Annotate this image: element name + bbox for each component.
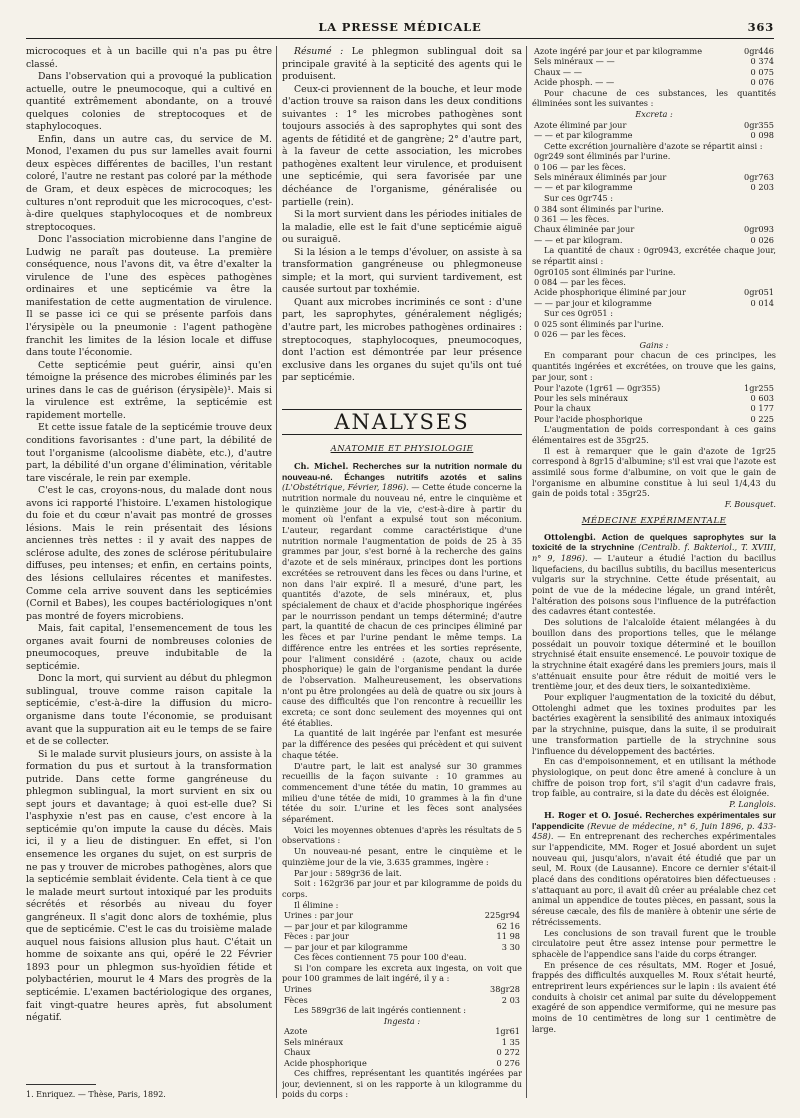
- table-row: [532, 67, 776, 77]
- table-cell: 0 272: [496, 1047, 520, 1058]
- table-row: [532, 224, 776, 234]
- subsection-heading: MÉDECINE EXPÉRIMENTALE: [581, 515, 727, 526]
- paragraph: Il est à remarquer que le gain d'azote de 1gr25 correspond à 8gr15 d'albumine; s'il est vrai que l'azote est assimilé sous forme d'albumine, on voit que le gain de l'organisme en albumine constitue à lui seul 1/4,43 du gain de poids total : 35gr25.: [532, 445, 776, 499]
- paragraph: Si le malade survit plusieurs jours, on assiste à la formation du pus et surtout à la transformation putride. Dans cette forme gangréneuse du phlegmon sublingual, la mort survient en six ou sept jours et davantage; à quoi est-elle due? Si l'asphyxie n'est pas en cause, c'est encore à la septicémie qu'on impute la cause du décès. Mais ici, il y a lieu de distinguer. En effet, si l'on ensemence les organes du sujet, on est surpris de ne pas y trouver de microbes pathogènes, alors que la septicémie semblait évidente. Cela tient à ce que le malade meurt surtout intoxiqué par les produits sécrétés et résorbés au niveau du foyer gangréneux. Il s'agit donc alors de toxhémie, plus que de septicémie. C'est le cas du troisième malade auquel nous faisions allusion plus haut. C'était un homme de soixante ans qui, opéré le 22 Février 1893 pour un phlegmon sus-hyoïdien fétide et polybactérien, mourut le 4 Mars des progrès de la septicémie. L'examen bactériologique des organes, fait vingt-quatre heures après, fut absolument négatif.: [26, 748, 272, 1024]
- column-right: [532, 46, 776, 1101]
- review-title: Recherches expérimentales sur l'appendicite: [532, 809, 776, 831]
- paragraph: Ces chiffres, représentant les quantités ingérées par jour, deviennent, si on les rapporte à un kilogramme du poids du corps :: [282, 1067, 522, 1100]
- paragraph: Enfin, dans un autre cas, du service de M. Monod, l'examen du pus sur lamelles avait fourni deux espèces différentes de bacilles, l'un restant coloré, l'autre ne restant pas coloré par la méthode de Gram, et deux espèces de microcoques; les cultures n'ont reproduit que les microcoques, c'est-à-dire quelques staphylocoques et de nombreux streptocoques.: [26, 133, 272, 233]
- paragraph: Quant aux microbes incriminés ce sont : d'une part, les saprophytes, généralement négligés; d'autre part, les microbes pathogènes ordinaires : streptocoques, staphylocoques, pneumocoques, dont l'action est démontrée par leur présence exclusive dans les organes du sujet qu'ils ont tué par septicémie.: [282, 296, 522, 384]
- paragraph: C'est le cas, croyons-nous, du malade dont nous avons ici rapporté l'histoire. L'examen histologique du foie et du cœur n'avait pas montré de grosses lésions. Mais le rein présentait des lésions anciennes très nettes : il y avait des nappes de sclérose adulte, des zones de sclérose péritubulaire diffuses, peu intenses; et enfin, en certains points, des lésions cellulaires récentes et manifestes. Comme cela arrive souvent dans les septicémies (Cornil et Babes), les coupes bactériologiques n'ont pas montré de foyers microbiens.: [26, 485, 272, 622]
- page-number: 363: [747, 20, 774, 34]
- paragraph: Un nouveau-né pesant, entre le cinquième et le quinzième jour de la vie, 3.635 grammes, ingère :: [282, 846, 522, 867]
- paragraph: Pour chacune de ces substances, les quantités éliminées sont les suivantes :: [532, 87, 776, 109]
- table-cell: 0 225: [750, 413, 774, 424]
- gains-label: Gains :: [639, 339, 669, 350]
- table-row: [532, 287, 776, 297]
- table-cell: 0gr355: [744, 119, 774, 130]
- table-row: [532, 182, 776, 192]
- summary-text: Le phlegmon sublingual doit sa principale gravité à la septicité des agents qui le produisent.: [282, 46, 522, 83]
- summary-label: Résumé :: [294, 46, 344, 57]
- salts-table: [532, 172, 776, 193]
- review-entry: [532, 810, 776, 928]
- paragraph: Si la mort survient dans les périodes initiales de la maladie, elle est le fait d'une septicémie aiguë ou suraiguë.: [282, 209, 522, 246]
- table-cell: 0 026: [750, 234, 774, 245]
- table-cell: Acide phosph. — —: [534, 77, 615, 88]
- table-cell: — — par jour et kilogramme: [534, 297, 652, 308]
- table-cell: Chaux: [284, 1047, 311, 1058]
- table-cell: 0gr763: [744, 172, 774, 183]
- review-source: (L'Obstétrique, Février, 1896).: [282, 482, 409, 493]
- table-row: [532, 298, 776, 308]
- table-cell: — — et par kilogram.: [534, 234, 623, 245]
- table-row: [532, 414, 776, 424]
- azote-table: [532, 120, 776, 141]
- paragraph: Par jour : 589gr36 de lait.: [294, 867, 402, 878]
- table-cell: Acide phosphorique: [284, 1057, 367, 1068]
- table-cell: Pour les sels minéraux: [534, 392, 628, 403]
- table-row: [532, 46, 776, 56]
- table-row: [532, 162, 776, 172]
- table-cell: Pour l'azote (1gr61 — 0gr355): [534, 382, 661, 393]
- table-cell: 1gr255: [744, 382, 774, 393]
- table-row: [532, 329, 776, 339]
- table-cell: 0 098: [750, 130, 774, 141]
- table-cell: — — et par kilogramme: [534, 182, 633, 193]
- paragraph: Si l'on compare les excreta aux ingesta, on voit que pour 100 grammes de lait ingéré, il y a :: [282, 962, 522, 984]
- review-author: Ottolengbi.: [544, 531, 596, 542]
- lime-table: [532, 224, 776, 245]
- table-cell: 38gr28: [490, 984, 520, 995]
- table-row: [282, 1047, 522, 1057]
- table-cell: 0 076: [750, 77, 774, 88]
- review-source: (Revue de médecine, n° 6, Juin 1896, p. 433-458).: [532, 820, 776, 842]
- ingested-per-kg-table: [532, 46, 776, 88]
- phosphoric-split-table: [532, 319, 776, 340]
- table-cell: Urines : par jour: [284, 910, 354, 921]
- table-row: [532, 151, 776, 161]
- table-row: [282, 931, 522, 941]
- header-rule: [26, 38, 774, 39]
- table-cell: 0gr051: [744, 287, 774, 298]
- table-cell: Sels minéraux éliminés par jour: [534, 172, 667, 183]
- paragraph: Cette excrétion journalière d'azote se répartit ainsi :: [544, 140, 763, 151]
- table-row: [532, 267, 776, 277]
- table-cell: 0gr0105 sont éliminés par l'urine.: [534, 266, 676, 277]
- column-rule: [526, 46, 527, 1098]
- table-row: [532, 120, 776, 130]
- table-cell: Fèces : par jour: [284, 931, 349, 942]
- phosphoric-table: [532, 287, 776, 308]
- table-row: [282, 1026, 522, 1036]
- lime-split-table: [532, 267, 776, 288]
- paragraph: Donc l'association microbienne dans l'angine de Ludwig ne paraît pas douteuse. La première conséquence, nous l'avons dit, va être d'exalter la virulence de l'une des espèces pathogènes ordinaires et une septicémie va être la manifestation de cette augmentation de virulence. Il se passe ici ce qui se présente parfois dans l'érysipèle ou la pneumonie : l'agent pathogène franchit les limites de la lésion locale et diffuse dans toute l'économie.: [26, 234, 272, 359]
- paragraph: Ceux-ci proviennent de la bouche, et leur mode d'action trouve sa raison dans les deux conditions suivantes : 1° les microbes pathogènes sont toujours associés à des saprophytes qui sont des agents de fétidité et de gangrène; 2° d'autre part, à la faveur de cette association, les microbes pathogènes exaltent leur virulence, et produisent une septicémie, qui sera favorisée par une déchéance de l'organisme, généralisée ou partielle (rein).: [282, 83, 522, 208]
- paragraph: Voici les moyennes obtenues d'après les résultats de 5 observations :: [282, 824, 522, 846]
- table-row: [282, 1058, 522, 1068]
- table-cell: 0 361 — les fèces.: [534, 213, 610, 224]
- table-row: [282, 942, 522, 952]
- review-author: Ch. Michel.: [294, 460, 349, 471]
- paragraph: Des solutions de l'alcaloïde étaient mélangées à du bouillon dans des proportions telles, que le mélange possédait un pouvoir toxique déterminé et le bouillon strychnisé était ensuite ensemencé. Le pouvoir toxique de la strychnine était exagéré dans les premiers jours, mais il s'atténuait ensuite pour être réduit de moitié vers le trentième jour, et des deux tiers, le soixantedixième.: [532, 617, 776, 692]
- table-row: [532, 235, 776, 245]
- paragraph: La quantité de chaux : 0gr0943, excrétée chaque jour, se répartit ainsi :: [532, 245, 776, 266]
- signature: F. Bousquet.: [724, 499, 776, 510]
- table-cell: 0gr446: [744, 46, 774, 56]
- paragraph: Dans l'observation qui a provoqué la publication actuelle, outre le pneumocoque, qui a cultivé en quantité extrêmement abondante, on a trouvé quelques colonies de streptocoques et de staphylocoques.: [26, 71, 272, 133]
- table-row: [532, 214, 776, 224]
- review-body: — L'auteur a étudié l'action du bacillus liquefaciens, du bacillus subtilis, du bacillus mesentericus vulgaris sur la strychnine. Cette étude présentait, au point de vue de la médecine légale, un grand intérêt, l'altération des poisons sous l'influence de la putréfaction des cadavres étant contestée.: [532, 552, 776, 617]
- column-middle: [282, 46, 522, 1101]
- subsection-heading: ANATOMIE ET PHYSIOLOGIE: [330, 444, 474, 455]
- table-cell: 0 014: [750, 297, 774, 308]
- review-source: (Centralb. f. Bakteriol., T. XVIII, n° 9, 1896).: [532, 542, 776, 563]
- table-cell: 62 16: [496, 920, 520, 931]
- column-rule: [276, 46, 277, 1098]
- paragraph: Cette septicémie peut guérir, ainsi qu'en témoigne la présence des microbes éliminés par les urines dans le cas de guérison (érysipèle)¹. Mais si la virulence est extrême, la septicémie est rapidement mortelle.: [26, 359, 272, 421]
- table-cell: 0 075: [750, 66, 774, 77]
- paragraph: L'augmentation de poids correspondant à ces gains élémentaires est de 35gr25.: [532, 424, 776, 445]
- paragraph: Il élimine :: [294, 899, 339, 910]
- table-cell: Azote ingéré par jour et par kilogramme: [534, 46, 703, 56]
- paragraph: Si la lésion a le temps d'évoluer, on assiste à sa transformation gangréneuse ou phlegmoneuse simple; et la mort, qui survient tardivement, est causée surtout par toxhémie.: [282, 246, 522, 296]
- table-cell: 0 276: [496, 1057, 520, 1068]
- ingesta-label: Ingesta :: [383, 1015, 421, 1026]
- table-cell: 0 603: [750, 392, 774, 403]
- ingesta-table: [282, 1026, 522, 1068]
- table-cell: Fèces: [284, 994, 308, 1005]
- table-cell: 1gr61: [495, 1026, 520, 1037]
- table-cell: 0 374: [750, 56, 774, 67]
- table-row: [282, 995, 522, 1005]
- review-author: H. Roger et O. Josué.: [544, 809, 643, 820]
- paragraph: Sur ces 0gr745 :: [544, 192, 613, 203]
- table-cell: — par jour et par kilogramme: [284, 941, 408, 952]
- footnote-rule: [26, 1084, 96, 1085]
- review-title: Recherches sur la nutrition normale du nouveau-né. Échanges nutritifs azotés et salins: [282, 460, 522, 482]
- table-cell: Sels minéraux — —: [534, 56, 615, 67]
- table-cell: 0gr249 sont éliminés par l'urine.: [534, 151, 671, 162]
- paragraph: En comparant pour chacun de ces principes, les quantités ingérées et excrétées, on trouve que les gains, par jour, sont :: [532, 350, 776, 382]
- table-cell: Pour l'acide phosphorique: [534, 413, 643, 424]
- paragraph: Mais, fait capital, l'ensemencement de tous les organes avait fourni de nombreuses colonies de pneumocoques, preuve indubitable de la septicémie.: [26, 623, 272, 672]
- paragraph: D'autre part, le lait est analysé sur 30 grammes recueillis de la façon suivante : 10 grammes au commencement d'une tétée du matin, 10 grammes au milieu d'une tétée de midi, 10 grammes à la fin d'une tétée du soir. L'urine et les fèces sont analysées séparément.: [282, 760, 522, 825]
- table-cell: 0 026 — par les fèces.: [534, 329, 626, 340]
- table-row: [532, 393, 776, 403]
- section-heading: ANALYSES: [282, 409, 522, 436]
- excreta-label: Excreta :: [635, 109, 673, 120]
- table-cell: 0 203: [750, 182, 774, 193]
- paragraph: En cas d'empoisonnement, et en utilisant la méthode physiologique, on peut donc être amené à conclure à un chiffre de poison trop fort, s'il s'agit d'un cadavre frais, trop faible, au contraire, si la date du décès est éloignée.: [532, 756, 776, 799]
- comparison-table: [282, 984, 522, 1005]
- table-row: [532, 319, 776, 329]
- table-cell: 0 084 — par les fèces.: [534, 277, 626, 288]
- paragraph: Les conclusions de son travail furent que le trouble circulatoire peut être assez intense pour permettre le sphacèle de l'appendice sans l'aide du corps étranger.: [532, 927, 776, 959]
- table-cell: Urines: [284, 984, 312, 995]
- table-row: [532, 77, 776, 87]
- table-cell: Pour la chaux: [534, 403, 591, 414]
- paragraph: Ces fèces contiennent 75 pour 100 d'eau.: [294, 952, 467, 963]
- paragraph: Pour expliquer l'augmentation de la toxicité du début, Ottolenghi admet que les toxines produites par les bactéries exagèrent la sensibilité des animaux intoxiqués par la strychnine, puisque, dans la suite, il se produirait une transformation partielle de la strychnine sous l'influence du développement des bactéries.: [532, 692, 776, 756]
- table-cell: Chaux — —: [534, 66, 582, 77]
- table-row: [532, 277, 776, 287]
- journal-title: LA PRESSE MÉDICALE: [318, 20, 482, 34]
- paragraph: En présence de ces résultats, MM. Roger et Josué, frappés des difficultés auxquelles M. Roux s'était heurté, entreprirent leurs expériences sur le lapin : ils avaient été conduits à choisir cet animal par suite du développement exagéré de son appendice vermiforme, qui ne mesure pas moins de 10 centimètres de long sur 1 centimètre de large.: [532, 959, 776, 1034]
- paragraph: Les 589gr36 de lait ingérés contiennent :: [294, 1004, 466, 1015]
- table-row: [532, 130, 776, 140]
- table-cell: Azote: [284, 1026, 308, 1037]
- table-row: [532, 204, 776, 214]
- table-cell: Chaux éliminée par jour: [534, 224, 635, 235]
- table-cell: 2 03: [501, 994, 520, 1005]
- table-cell: Sels minéraux: [284, 1036, 344, 1047]
- table-cell: 0 177: [750, 403, 774, 414]
- review-body: — Cette étude concerne la nutrition normale du nouveau né, entre le cinquième et le quinzième jour de la vie, c'est-à-dire à partir du moment où l'enfant a expulsé tout son méconium. L'auteur, regardant comme caractéristique d'une nutrition normale l'augmentation de poids de 25 à 35 grammes par jour, s'est borné à la recherche des gains d'azote et de sels minéraux, principes dont les portions excrétées se retrouvent dans les fèces ou dans l'urine, et non dans l'air expiré. Il a mesuré, d'une part, les quantités d'azote, de sels minéraux, et, plus spécialement de chaux et d'acide phosphorique ingérées par le nourrisson pendant un temps déterminé; d'autre part, la quantité de chacun de ces principes éliminé par les fèces et par l'urine pendant le même temps. La différence entre les entrées et les sorties représente, pour l'aliment considéré : (azote, chaux ou acide phosphorique) le gain de l'organisme pendant la durée de l'observation. Malheureusement, les observations n'ont pu être prolongées au delà de quatre ou six jours à cause des difficultés que l'on rencontre à recueillir les excreta; ce sont donc seulement des moyennes qui ont été établies.: [282, 482, 522, 728]
- review-title: Action de quelques saprophytes sur la toxicité de la strychnine: [532, 531, 776, 553]
- table-row: [532, 403, 776, 413]
- table-cell: 0gr093: [744, 224, 774, 235]
- azote-split-table: [532, 151, 776, 172]
- table-row: [532, 172, 776, 182]
- paragraph: Sur ces 0gr051 :: [544, 308, 613, 319]
- review-entry: [532, 532, 776, 618]
- salts-split-table: [532, 204, 776, 225]
- paragraph: Soit : 162gr36 par jour et par kilogramme de poids du corps.: [282, 878, 522, 899]
- column-left: [26, 46, 272, 1101]
- table-cell: 0 025 sont éliminés par l'urine.: [534, 318, 664, 329]
- table-cell: 11 98: [496, 931, 520, 942]
- table-cell: Acide phosphorique éliminé par jour: [534, 287, 686, 298]
- review-entry: [282, 461, 522, 729]
- table-cell: 0 106 — par les fèces.: [534, 161, 626, 172]
- review-body: — En entreprenant des recherches expérimentales sur l'appendicite, MM. Roger et Josué abordent un sujet nouveau qui, jusqu'alors, n'avait été étudié que par un seul, M. Roux (de Lausanne). Encore ce dernier s'était-il placé dans des conditions opératoires bien défectueuses : s'attaquant au porc, il avait dû créer au préalable chez cet animal un appendice de toutes pièces, en passant, sous la séreuse cæcale, des fils de manière à obtenir une série de rétrécissements.: [532, 831, 776, 927]
- footnote: 1. Enriquez. — Thèse, Paris, 1892.: [26, 1090, 166, 1099]
- summary-paragraph: [282, 46, 522, 84]
- table-cell: Azote éliminé par jour: [534, 119, 627, 130]
- table-cell: 3 30: [501, 941, 520, 952]
- paragraph: Et cette issue fatale de la septicémie trouve deux conditions favorisantes : d'une part, la débilité de tout l'organisme (alcoolisme diabète, etc.), d'autre part, la débilité d'un organe d'élimination, véritable tare viscérale, le rein par exemple.: [26, 422, 272, 484]
- table-row: [282, 1037, 522, 1047]
- elimination-table: [282, 910, 522, 952]
- table-cell: 0 384 sont éliminés par l'urine.: [534, 203, 664, 214]
- running-header: [26, 20, 774, 36]
- table-cell: 225gr94: [484, 910, 520, 921]
- table-row: [282, 921, 522, 931]
- table-row: [282, 910, 522, 920]
- table-row: [532, 383, 776, 393]
- paragraph: La quantité de lait ingérée par l'enfant est mesurée par la différence des pesées qui précèdent et qui suivent chaque tétée.: [282, 728, 522, 760]
- table-cell: 1 35: [501, 1036, 520, 1047]
- table-cell: — par jour et par kilogramme: [284, 920, 408, 931]
- signature: P. Langlois.: [729, 799, 776, 810]
- table-row: [282, 984, 522, 994]
- gains-table: [532, 383, 776, 425]
- paragraph: Donc la mort, qui survient au début du phlegmon sublingual, trouve comme raison capitale la septicémie, c'est-à-dire la diffusion du micro-organisme dans toute l'économie, se produisant avant que la suppuration ait eu le temps de se faire et de se collecter.: [26, 673, 272, 748]
- paragraph: microcoques et à un bacille qui n'a pas pu être classé.: [26, 46, 272, 70]
- table-cell: — — et par kilogramme: [534, 130, 633, 141]
- table-row: [532, 56, 776, 66]
